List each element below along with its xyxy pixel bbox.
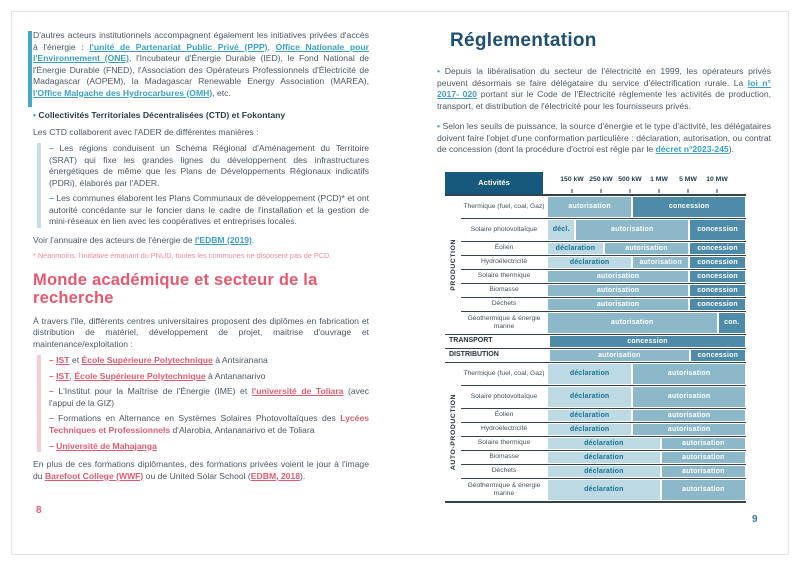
threshold-scale [543,172,746,194]
activity-label: Solaire photovoltaïque [470,392,538,400]
table-row [461,311,746,334]
cell-autorisation: autorisation [633,424,745,435]
cell-concession: concession [633,197,745,217]
table-row [461,241,746,255]
threshold-label: 250 kW [589,175,613,183]
tick-mark [630,189,631,193]
text-link[interactable]: l'Office Malgache des Hydrocarbures (OMH) [33,87,213,98]
page-number-8: 8 [36,505,42,516]
table-row [445,348,746,362]
text-link[interactable]: Université de Mahajanga [56,440,157,451]
text-segment: – [49,370,57,381]
threshold-band [547,312,746,334]
text-segment: – [49,355,57,366]
cell-autorisation: autorisation [662,452,745,463]
text-segment: Les communes élaborent les Plans Communaux de développement (PCD)* et ont autorité concédante sur le foncier dans le cadre de l'installation et la gestion de mini-réseaux en lien avec les coopératives et entreprises locales. [49,193,369,227]
threshold-band [547,465,746,478]
threshold-band [547,219,746,241]
ctd-section-header [33,110,369,122]
cell-concession: concession [690,285,745,296]
table-row [461,436,746,450]
text-link[interactable]: École Supérieure Polytechnique [74,370,206,381]
activity-label: Géothermique & énergie marine [467,481,541,497]
ctd-list [37,143,369,228]
activity-label: Solaire thermique [477,439,531,447]
cell-déclaration: décl. [548,220,574,240]
section-auto-production [445,362,746,501]
threshold-label: 1 MW [650,175,668,183]
cell-concession: concession [550,336,745,347]
cell-déclaration: déclaration [548,410,631,421]
cell-autorisation: autorisation [576,220,688,240]
activity-label: DISTRIBUTION [449,351,499,359]
text-segment: • [437,66,445,76]
table-row [445,335,746,348]
table-row [461,363,746,385]
group-label-production [445,196,461,334]
text-segment: – [49,440,57,451]
section-rows [461,363,746,501]
ctd-intro [33,127,369,139]
regulation-table [445,172,746,503]
threshold-band [547,270,746,283]
text-segment: à Antananarivo [205,370,266,381]
threshold-band [549,335,746,348]
cell-concession: concession [690,271,745,282]
text-segment: Depuis la libéralisation du secteur de l'électricité en 1999, les opérateurs privés peuvent désormais se faire délégataire du service d'électrification rurale. La [437,66,771,88]
text-segment: • [33,110,39,121]
activity-label: Biomasse [489,453,519,461]
threshold-band [547,256,746,269]
cell-déclaration: déclaration [548,424,631,435]
cell-déclaration: déclaration [548,387,631,407]
table-row [461,255,746,269]
text-segment: d'Alarobia, Antananarivo et de Toliara [170,425,315,435]
cell-concession: concession [690,257,745,268]
activity-label: Thermique (fuel, coal, Gaz) [463,202,545,210]
text-segment: Voir l'annuaire des acteurs de l'énergie de [33,234,195,245]
text-segment: ). [300,470,306,481]
text-link[interactable]: loi n° 2017- 020 [437,77,771,100]
cell-autorisation: autorisation [548,285,688,296]
text-link[interactable]: Office Nationale pour l'Environnement (ONE) [33,41,369,64]
pcd-footnote: * Néanmoins, l'initiative émanant du PNUD, toutes les communes ne disposent pas de PCD. [33,251,332,261]
cell-déclaration: déclaration [548,452,660,463]
text-segment: , [69,370,75,381]
text-link[interactable]: l'EDBM (2019) [194,234,252,245]
cell-déclaration: déclaration [548,438,660,449]
text-segment: . [251,234,255,245]
regulation-title: Réglementation [450,30,597,51]
teal-accent-bar [28,31,32,107]
section-transport-distribution [445,334,746,362]
list-item [49,371,369,383]
text-segment: • [437,121,443,132]
table-row [461,196,746,218]
threshold-band [547,437,746,450]
group-label-auto-production [445,363,461,501]
table-row [461,422,746,436]
activity-label: Déchets [491,300,517,308]
threshold-band [547,242,746,255]
threshold-label: 150 kW [560,175,584,183]
text-segment: Formations en Alternance en Systèmes Solaires Photovoltaïques des [58,413,341,424]
text-segment: Les régions conduisent un Schéma Régional d'Aménagement du Territoire (SRAT) qui fixe les grandes lignes du développement des infrastructures énergétiques de même que les Plans de Développements Régionaux indicatifs (PDRi), élaborés par l'ADER. [49,143,369,188]
text-segment: – [49,386,59,397]
list-item [49,386,369,409]
cell-autorisation: autorisation [633,387,745,407]
tick-mark [717,189,718,193]
text-segment: , [267,41,276,52]
text-segment: , l'Incubateur d'Énergie Durable (IED), le Fond National de l'Énergie Durable (FNED), l'Association des Opérateurs Professionnels d'Électricité de Madagascar (AOPEM), la Madagascar Renewable Energy Association (MAREA), [33,53,370,87]
text-segment: Selon les seuils de puissance, la source d'énergie et le type d'activité, les délégataires doivent faire l'objet d'une conformation particulière : déclaration, autorisation, ou contrat de concession (dont la procédure d'octroi est régie par le [437,121,771,155]
cell-autorisation: autorisation [633,257,688,268]
text-segment: , etc. [212,87,231,98]
threshold-band [547,451,746,464]
cell-déclaration: déclaration [548,257,631,268]
text-segment: (avec l'appui de la GIZ) [49,386,370,408]
liberalization-paragraph [437,66,771,112]
threshold-band [547,479,746,501]
threshold-band [547,386,746,408]
threshold-label: 10 MW [706,175,728,183]
text-segment: Collectivités Territoriales Décentralisées (CTD) et Fokontany [38,110,286,121]
table-row [461,218,746,241]
table-row [461,283,746,297]
page-number-9: 9 [752,514,758,525]
text-segment: et [69,355,82,366]
section-rows [461,196,746,334]
activity-label: Thermique (fuel, coal, Gaz) [463,369,545,377]
section-production [445,195,746,334]
cell-déclaration: déclaration [548,364,631,384]
text-link[interactable]: IST [56,370,70,381]
cell-déclaration: déclaration [548,243,603,254]
list-item [49,193,369,228]
cell-autorisation: autorisation [662,438,745,449]
cell-concession: concession [690,299,745,310]
activity-label: Hydroélectricité [480,425,528,433]
edbm-directory-note [33,235,369,247]
threshold-band [547,284,746,297]
activity-label: Solaire photovoltaïque [470,225,538,233]
list-item [49,413,369,436]
threshold-label: 500 kW [618,175,642,183]
tick-mark [688,189,689,193]
text-segment: ou de United Solar School ( [143,470,251,481]
activity-label: Biomasse [489,286,519,294]
tick-mark [601,189,602,193]
cell-autorisation: autorisation [548,313,717,333]
threshold-band [547,423,746,436]
text-link[interactable]: décret n°2023-245 [655,144,729,155]
private-trainings-paragraph [33,459,369,482]
cell-concession: con. [719,313,745,333]
threshold-band [549,349,746,362]
activity-label: Éolien [494,411,514,419]
institutional-actors-paragraph [33,30,369,99]
cell-autorisation: autorisation [548,197,631,217]
text-segment: Les CTD collaborent avec l'ADER de différentes manières : [33,126,259,137]
text-segment: portant sur le Code de l'Électricité règlemente les activités de production, transport, et distribution de l'électricité pour les fournisseurs privés. [437,89,771,111]
group-label-text: AUTO-PRODUCTION [449,393,457,470]
text-link[interactable]: Barefoot College (WWF) [44,470,144,481]
threshold-band [547,196,746,218]
text-segment: En plus de ces formations diplômantes, des formations privées voient le jour à l'image du [33,459,369,481]
tick-mark [572,189,573,193]
table-row [461,385,746,408]
list-item [49,143,369,189]
threshold-band [547,298,746,311]
academic-intro [33,316,369,351]
group-label-text: PRODUCTION [449,238,457,291]
cell-autorisation: autorisation [633,410,745,421]
table-row [461,450,746,464]
activity-label: TRANSPORT [449,337,493,345]
cell-déclaration: déclaration [548,466,660,477]
threshold-band [547,363,746,385]
threshold-label: 5 MW [679,175,697,183]
list-item [49,355,369,367]
activity-label: Solaire thermique [477,272,531,280]
cell-autorisation: autorisation [633,364,745,384]
table-header [445,172,746,195]
text-link[interactable]: École Supérieure Polytechnique [81,355,213,366]
table-row [461,478,746,501]
table-row [461,269,746,283]
text-segment: à Antsiranana [212,355,268,366]
section-rows [445,335,746,362]
text-link[interactable]: IST [56,355,70,366]
text-segment: – [49,193,57,204]
academic-list [37,355,369,452]
thresholds-paragraph [437,121,771,156]
activity-label: Géothermique & énergie marine [467,314,541,330]
cell-autorisation: autorisation [548,271,688,282]
threshold-band [547,409,746,422]
tick-mark [659,189,660,193]
text-segment: – [49,143,60,154]
text-link[interactable]: l'université de Toliara [251,386,344,397]
table-row [461,408,746,422]
left-page [33,30,369,491]
activities-header-cell: Activités [445,172,543,194]
cell-concession: concession [690,243,745,254]
text-segment: À travers l'île, différents centres universitaires proposent des diplômes en fabrication et distribution de matériel, développement de projet, maitrise d'ouvrage et maintenance/exploitation : [33,315,369,349]
text-segment: – [49,413,59,424]
text-segment: D'autres acteurs institutionnels accompagnent également les initiatives privées d'accès à l'énergie : [33,30,369,52]
academic-world-heading: Monde académique et secteur de la recherche [33,271,318,308]
cell-autorisation: autorisation [548,299,688,310]
cell-concession: concession [691,350,745,361]
cell-autorisation: autorisation [662,480,745,500]
text-link[interactable]: EDBM, 2018 [250,470,300,481]
cell-autorisation: autorisation [605,243,688,254]
activity-label: Hydroélectricité [480,258,528,266]
text-segment: ). [728,144,734,155]
activity-label: Déchets [491,467,517,475]
list-item [49,441,369,453]
cell-concession: concession [690,220,745,240]
cell-autorisation: autorisation [662,466,745,477]
text-link[interactable]: l'unité de Partenariat Public Privé (PPP) [89,41,268,52]
activity-label: Éolien [494,244,514,252]
cell-déclaration: déclaration [548,480,660,500]
cell-autorisation: autorisation [550,350,689,361]
right-page [437,30,771,503]
text-segment: L'Institut pour la Maîtrise de l'Énergie (IME) et [58,386,252,397]
text-segment: Lycées Techniques et Professionnels [49,413,370,435]
table-row [461,464,746,478]
table-row [461,297,746,311]
